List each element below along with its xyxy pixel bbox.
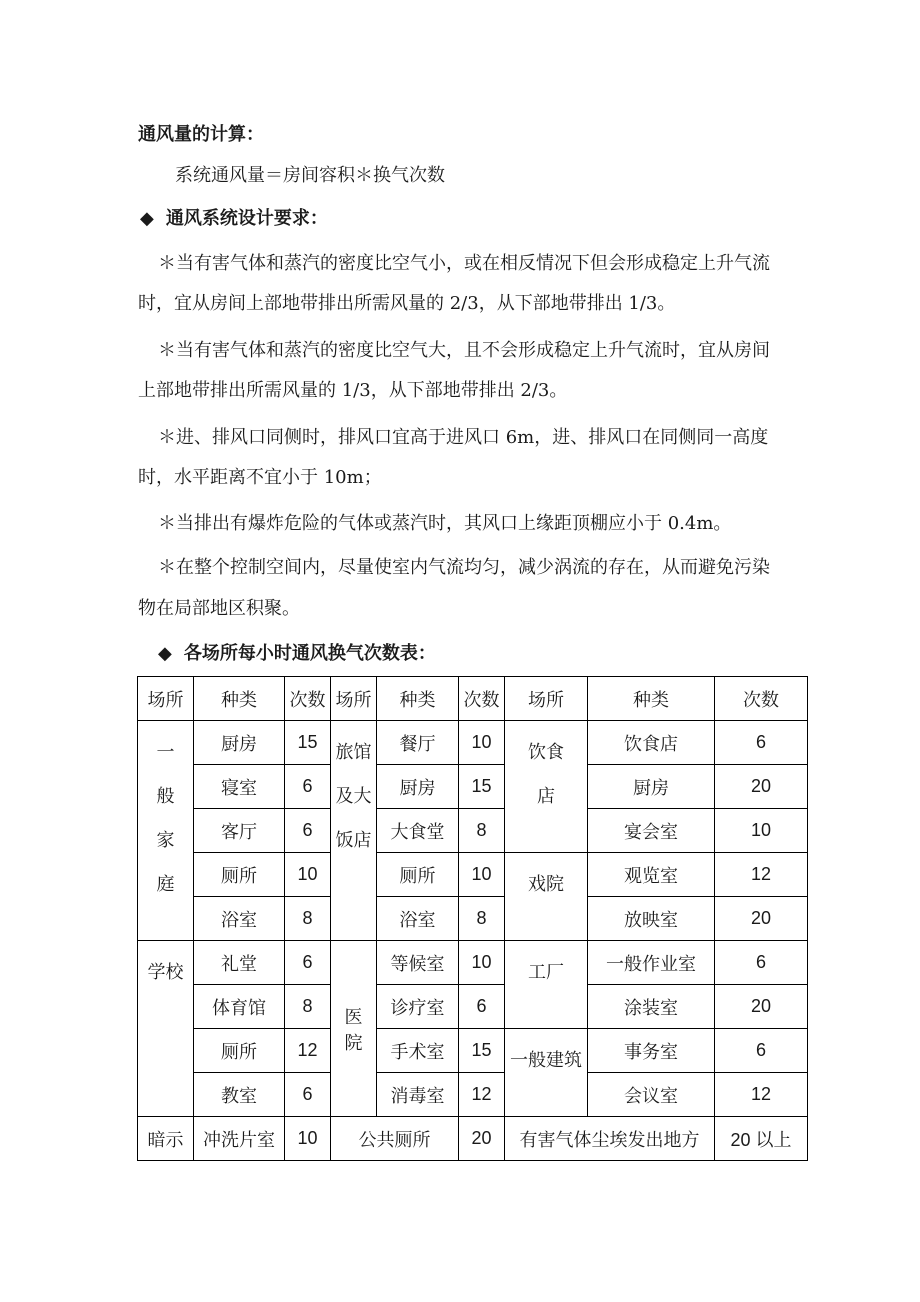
table-row — [138, 897, 808, 941]
table-row — [138, 1073, 808, 1117]
place-label-part: 饭店 — [335, 830, 372, 851]
header-cell: 种类 — [588, 677, 715, 721]
header-cell: 次数 — [715, 677, 808, 721]
header-cell: 次数 — [459, 677, 505, 721]
count-cell: 6 — [285, 941, 331, 985]
place-label-part: 般 — [156, 786, 175, 807]
header-cell: 种类 — [194, 677, 285, 721]
count-cell: 10 — [715, 809, 808, 853]
count-cell: 6 — [285, 1073, 331, 1117]
type-cell: 客厅 — [194, 809, 285, 853]
table-row — [138, 721, 808, 765]
count-cell: 6 — [285, 809, 331, 853]
place-label-part: 及大 — [335, 786, 372, 807]
type-cell: 厕所 — [377, 853, 459, 897]
count-cell: 6 — [715, 941, 808, 985]
count-cell: 12 — [459, 1073, 505, 1117]
requirement-2-line-1: ＊当有害气体和蒸汽的密度比空气大，且不会形成稳定上升气流时，宜从房间 — [158, 340, 770, 361]
type-cell: 教室 — [194, 1073, 285, 1117]
requirement-2-line-2: 上部地带排出所需风量的 1/3，从下部地带排出 2/3。 — [138, 380, 568, 401]
type-cell: 冲洗片室 — [194, 1117, 285, 1161]
table-row-last — [138, 1117, 808, 1161]
requirement-3-line-2: 时，水平距离不宜小于 10m； — [138, 467, 382, 488]
type-cell: 餐厅 — [377, 721, 459, 765]
type-cell: 诊疗室 — [377, 985, 459, 1029]
place-cell-darkroom: 暗示 — [138, 1117, 194, 1161]
table-row — [138, 809, 808, 853]
type-cell: 体育馆 — [194, 985, 285, 1029]
header-cell: 场所 — [505, 677, 588, 721]
count-cell: 12 — [715, 853, 808, 897]
place-label-part: 医 — [344, 1006, 363, 1028]
type-cell: 浴室 — [194, 897, 285, 941]
count-cell: 6 — [715, 721, 808, 765]
place-label-part: 家 — [156, 830, 175, 851]
air-change-table-heading: 各场所每小时通风换气次数表： — [183, 643, 436, 664]
count-cell: 15 — [459, 765, 505, 809]
table-row — [138, 941, 808, 985]
table-header-row — [138, 677, 808, 721]
formula-text: 系统通风量＝房间容积＊换气次数 — [175, 165, 445, 186]
count-cell: 12 — [715, 1073, 808, 1117]
count-cell: 8 — [285, 897, 331, 941]
air-change-rate-table — [137, 676, 808, 1161]
count-cell: 15 — [459, 1029, 505, 1073]
requirement-5-line-2: 物在局部地区积聚。 — [138, 598, 300, 619]
place-cell-hotel — [331, 721, 377, 941]
table-row — [138, 853, 808, 897]
table-row — [138, 765, 808, 809]
type-cell: 厨房 — [194, 721, 285, 765]
type-cell: 饮食店 — [588, 721, 715, 765]
place-label-part: 一 — [156, 742, 175, 763]
count-cell: 6 — [459, 985, 505, 1029]
type-cell: 涂装室 — [588, 985, 715, 1029]
place-cell-theater: 戏院 — [505, 853, 588, 941]
type-cell: 厨房 — [588, 765, 715, 809]
type-cell: 厕所 — [194, 1029, 285, 1073]
type-cell: 放映室 — [588, 897, 715, 941]
section-title-air-change-table — [158, 643, 436, 665]
type-cell-harmful-dust: 有害气体尘埃发出地方 — [505, 1117, 715, 1161]
type-cell: 寝室 — [194, 765, 285, 809]
requirement-5-line-1: ＊在整个控制空间内，尽量使室内气流均匀，减少涡流的存在，从而避免污染 — [158, 557, 770, 578]
requirement-1-line-2: 时，宜从房间上部地带排出所需风量的 2/3，从下部地带排出 1/3。 — [138, 293, 676, 314]
count-cell: 10 — [459, 941, 505, 985]
type-cell: 事务室 — [588, 1029, 715, 1073]
header-cell: 次数 — [285, 677, 331, 721]
type-cell: 消毒室 — [377, 1073, 459, 1117]
count-cell: 8 — [459, 897, 505, 941]
diamond-bullet-icon: ◆ — [158, 643, 172, 664]
count-cell: 15 — [285, 721, 331, 765]
count-cell: 6 — [285, 765, 331, 809]
requirement-3-line-1: ＊进、排风口同侧时，排风口宜高于进风口 6m，进、排风口在同侧同一高度 — [158, 427, 769, 448]
count-cell: 8 — [285, 985, 331, 1029]
type-cell: 宴会室 — [588, 809, 715, 853]
type-cell: 大食堂 — [377, 809, 459, 853]
place-cell-school: 学校 — [138, 941, 194, 1117]
count-cell: 12 — [285, 1029, 331, 1073]
count-cell: 8 — [459, 809, 505, 853]
count-cell: 20 — [459, 1117, 505, 1161]
type-cell: 礼堂 — [194, 941, 285, 985]
count-cell: 20 — [715, 897, 808, 941]
type-cell: 一般作业室 — [588, 941, 715, 985]
type-cell: 浴室 — [377, 897, 459, 941]
table-row — [138, 1029, 808, 1073]
section-title-design-requirements — [140, 208, 328, 230]
count-cell: 20 以上 — [715, 1117, 808, 1161]
type-cell: 观览室 — [588, 853, 715, 897]
place-cell-factory: 工厂 — [505, 941, 588, 1029]
count-cell: 10 — [285, 853, 331, 897]
type-cell-public-toilet: 公共厕所 — [331, 1117, 459, 1161]
count-cell: 6 — [715, 1029, 808, 1073]
place-cell-catering — [505, 721, 588, 853]
type-cell: 等候室 — [377, 941, 459, 985]
place-cell-hospital — [331, 941, 377, 1117]
count-cell: 20 — [715, 985, 808, 1029]
requirement-4-line-1: ＊当排出有爆炸危险的气体或蒸汽时，其风口上缘距顶棚应小于 0.4m。 — [158, 513, 732, 534]
place-label-part: 旅馆 — [335, 742, 372, 763]
type-cell: 手术室 — [377, 1029, 459, 1073]
place-label-part: 庭 — [156, 874, 175, 895]
header-cell: 场所 — [331, 677, 377, 721]
place-label-part: 饮食 — [528, 742, 564, 763]
count-cell: 10 — [285, 1117, 331, 1161]
design-requirements-heading: 通风系统设计要求： — [165, 208, 328, 229]
header-cell: 种类 — [377, 677, 459, 721]
type-cell: 厕所 — [194, 853, 285, 897]
requirement-1-line-1: ＊当有害气体和蒸汽的密度比空气小，或在相反情况下但会形成稳定上升气流 — [158, 253, 770, 274]
count-cell: 10 — [459, 853, 505, 897]
type-cell: 厨房 — [377, 765, 459, 809]
count-cell: 10 — [459, 721, 505, 765]
type-cell: 会议室 — [588, 1073, 715, 1117]
diamond-bullet-icon: ◆ — [140, 208, 154, 229]
count-cell: 20 — [715, 765, 808, 809]
section-title-ventilation-volume: 通风量的计算： — [138, 124, 264, 145]
place-label-part: 店 — [537, 786, 555, 807]
place-cell-general-building: 一般建筑 — [505, 1029, 588, 1117]
place-cell-home — [138, 721, 194, 941]
header-cell: 场所 — [138, 677, 194, 721]
place-label-part: 院 — [344, 1032, 363, 1054]
table-row — [138, 985, 808, 1029]
